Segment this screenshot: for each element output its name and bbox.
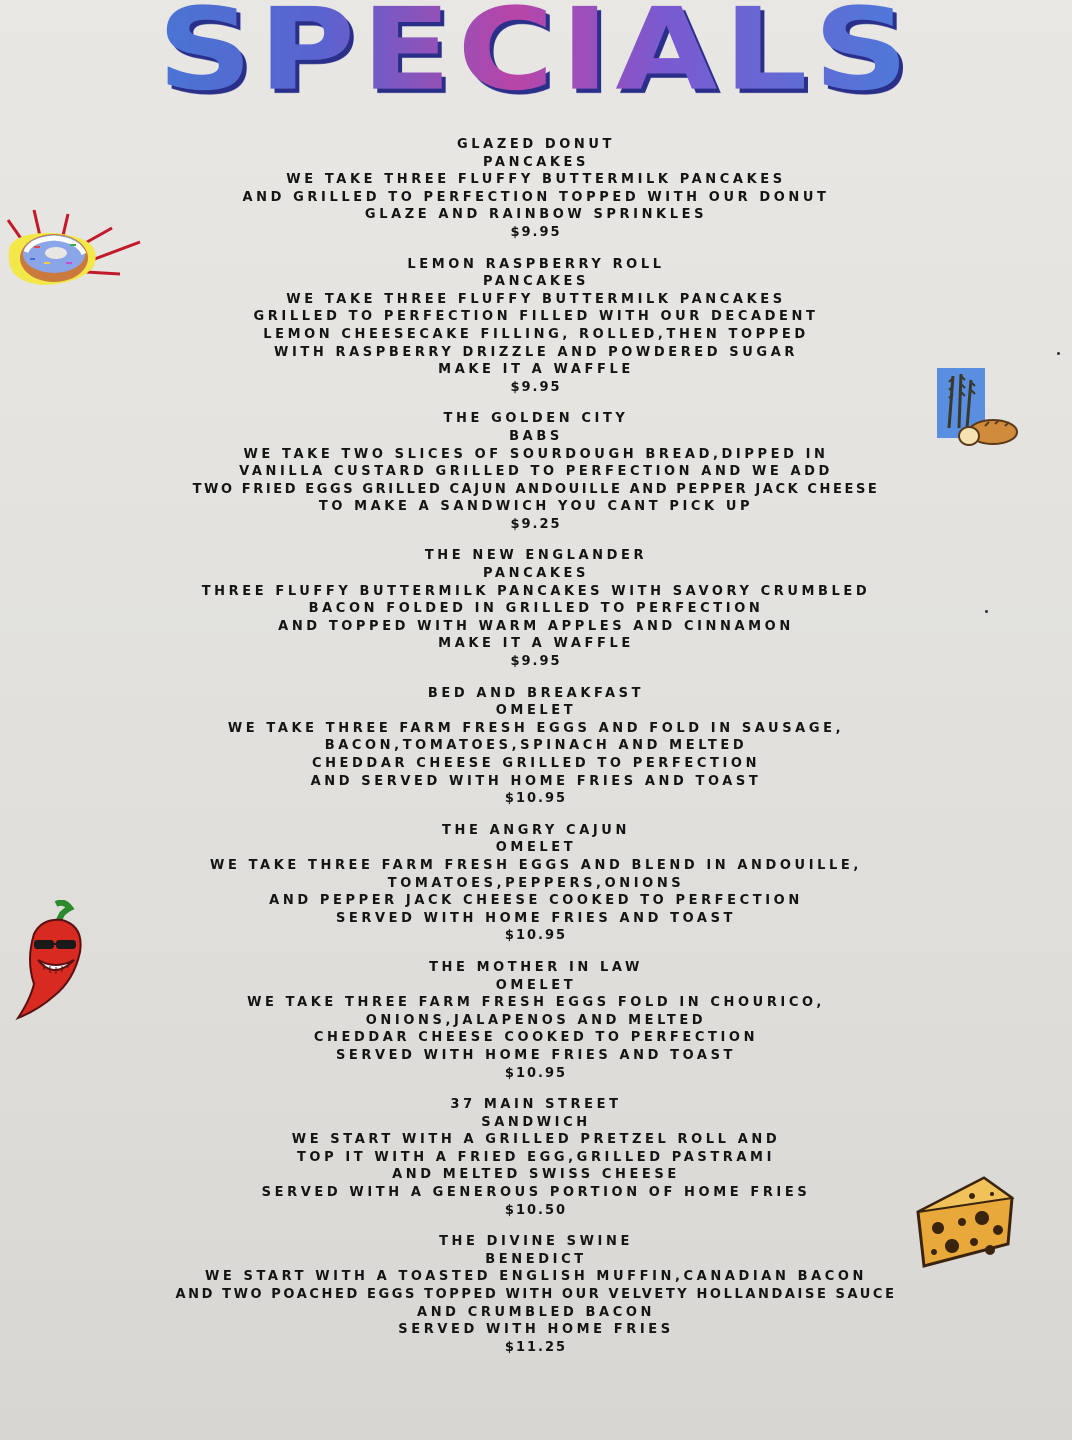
item-description-line: BACON FOLDED IN GRILLED TO PERFECTION xyxy=(308,601,764,617)
page-title: SPECIALS xyxy=(0,0,1072,106)
item-description-line: CHEDDAR CHEESE COOKED TO PERFECTION xyxy=(313,1030,759,1046)
menu-item-angry-cajun xyxy=(0,822,1072,945)
item-description-line: THREE FLUFFY BUTTERMILK PANCAKES WITH SAVORY CRUMBLED xyxy=(201,583,871,599)
item-name: THE DIVINE SWINE xyxy=(439,1234,633,1250)
item-price: $10.50 xyxy=(504,1202,568,1218)
item-name: BED AND BREAKFAST xyxy=(427,685,645,701)
item-type: PANCAKES xyxy=(483,154,589,170)
item-type: SANDWICH xyxy=(481,1114,591,1130)
item-name: LEMON RASPBERRY ROLL xyxy=(407,256,665,272)
item-description-line: AND MELTED SWISS CHEESE xyxy=(392,1167,680,1183)
item-description-line: AND TWO POACHED EGGS TOPPED WITH OUR VELVETY HOLLANDAISE SAUCE xyxy=(175,1287,897,1303)
item-price: $10.95 xyxy=(504,928,568,944)
item-type: OMELET xyxy=(495,703,577,719)
item-description-line: WE TAKE THREE FARM FRESH EGGS AND FOLD IN SAUSAGE, xyxy=(227,720,845,736)
item-description-line: SERVED WITH HOME FRIES AND TOAST xyxy=(335,910,737,926)
item-name: THE GOLDEN CITY xyxy=(443,411,629,427)
item-name: THE NEW ENGLANDER xyxy=(424,548,648,564)
item-description-line: WE TAKE THREE FARM FRESH EGGS AND BLEND IN ANDOUILLE, xyxy=(210,857,862,873)
item-description-line: AND GRILLED TO PERFECTION TOPPED WITH OUR DONUT xyxy=(242,189,830,205)
item-type: PANCAKES xyxy=(483,274,589,290)
item-description-line: ONIONS,JALAPENOS AND MELTED xyxy=(365,1012,707,1028)
chili-pepper-icon xyxy=(12,900,90,1022)
menu-item-golden-city xyxy=(0,410,1072,533)
item-description-line: WE TAKE THREE FLUFFY BUTTERMILK PANCAKES xyxy=(286,291,786,307)
item-description-line: SERVED WITH HOME FRIES AND TOAST xyxy=(335,1047,737,1063)
item-name: 37 MAIN STREET xyxy=(450,1097,622,1113)
item-name: THE MOTHER IN LAW xyxy=(429,959,643,975)
item-description-line: VANILLA CUSTARD GRILLED TO PERFECTION AND WE ADD xyxy=(239,464,833,480)
item-description-line: WE START WITH A GRILLED PRETZEL ROLL AND xyxy=(291,1132,781,1148)
menu-item-bed-and-breakfast xyxy=(0,685,1072,808)
item-description-line: TO MAKE A SANDWICH YOU CANT PICK UP xyxy=(318,499,754,515)
menu-item-mother-in-law xyxy=(0,959,1072,1082)
item-description-line: AND TOPPED WITH WARM APPLES AND CINNAMON xyxy=(278,618,794,634)
item-price: $10.95 xyxy=(504,1065,568,1081)
item-type: BABS xyxy=(509,428,563,444)
item-description-line: MAKE IT A WAFFLE xyxy=(438,362,634,378)
menu-item-new-englander xyxy=(0,547,1072,670)
menu-item-lemon-raspberry-roll xyxy=(0,256,1072,397)
swiss-cheese-icon xyxy=(912,1172,1016,1270)
item-type: PANCAKES xyxy=(483,566,589,582)
item-description-line: GRILLED TO PERFECTION FILLED WITH OUR DECADENT xyxy=(253,309,819,325)
wheat-bread-icon xyxy=(935,366,1021,448)
menu-item-glazed-donut xyxy=(0,136,1072,242)
item-description-line: TOP IT WITH A FRIED EGG,GRILLED PASTRAMI xyxy=(296,1149,776,1165)
item-description-line: WE TAKE THREE FLUFFY BUTTERMILK PANCAKES xyxy=(286,172,786,188)
item-description-line: CHEDDAR CHEESE GRILLED TO PERFECTION xyxy=(311,756,761,771)
donut-icon xyxy=(0,200,150,290)
item-name: GLAZED DONUT xyxy=(457,137,615,152)
item-description-line: WE TAKE THREE FARM FRESH EGGS FOLD IN CHOURICO, xyxy=(247,995,825,1011)
item-name: THE ANGRY CAJUN xyxy=(442,822,630,838)
item-description-line: SERVED WITH HOME FRIES xyxy=(398,1322,674,1338)
item-price: $10.95 xyxy=(504,791,568,807)
item-description-line: TOMATOES,PEPPERS,ONIONS xyxy=(387,875,685,891)
item-description-line: BACON,TOMATOES,SPINACH AND MELTED xyxy=(324,738,748,754)
item-description-line: WE TAKE TWO SLICES OF SOURDOUGH BREAD,DIPPED IN xyxy=(243,446,829,462)
item-type: BENEDICT xyxy=(485,1251,587,1267)
item-description-line: GLAZE AND RAINBOW SPRINKLES xyxy=(364,207,708,223)
item-description-line: WITH RASPBERRY DRIZZLE AND POWDERED SUGAR xyxy=(274,344,798,360)
item-description-line: LEMON CHEESECAKE FILLING, ROLLED,THEN TOPPED xyxy=(263,326,809,342)
item-type: OMELET xyxy=(495,840,577,856)
paper-speck xyxy=(985,610,988,613)
item-price: $9.95 xyxy=(510,654,562,670)
item-price: $11.25 xyxy=(504,1339,568,1355)
item-price: $9.95 xyxy=(510,224,562,240)
item-description-line: SERVED WITH A GENEROUS PORTION OF HOME FRIES xyxy=(261,1185,811,1201)
item-description-line: AND CRUMBLED BACON xyxy=(417,1304,655,1320)
item-description-line: MAKE IT A WAFFLE xyxy=(438,636,634,652)
item-description-line: WE START WITH A TOASTED ENGLISH MUFFIN,CANADIAN BACON xyxy=(204,1269,868,1285)
item-price: $9.25 xyxy=(510,516,562,532)
item-price: $9.95 xyxy=(510,379,562,395)
paper-speck xyxy=(1057,352,1060,355)
item-description-line: AND SERVED WITH HOME FRIES AND TOAST xyxy=(310,773,762,789)
item-type: OMELET xyxy=(495,977,577,993)
item-description-line: TWO FRIED EGGS GRILLED CAJUN ANDOUILLE AND PEPPER JACK CHEESE xyxy=(192,481,880,497)
item-description-line: AND PEPPER JACK CHEESE COOKED TO PERFECTION xyxy=(269,893,803,909)
